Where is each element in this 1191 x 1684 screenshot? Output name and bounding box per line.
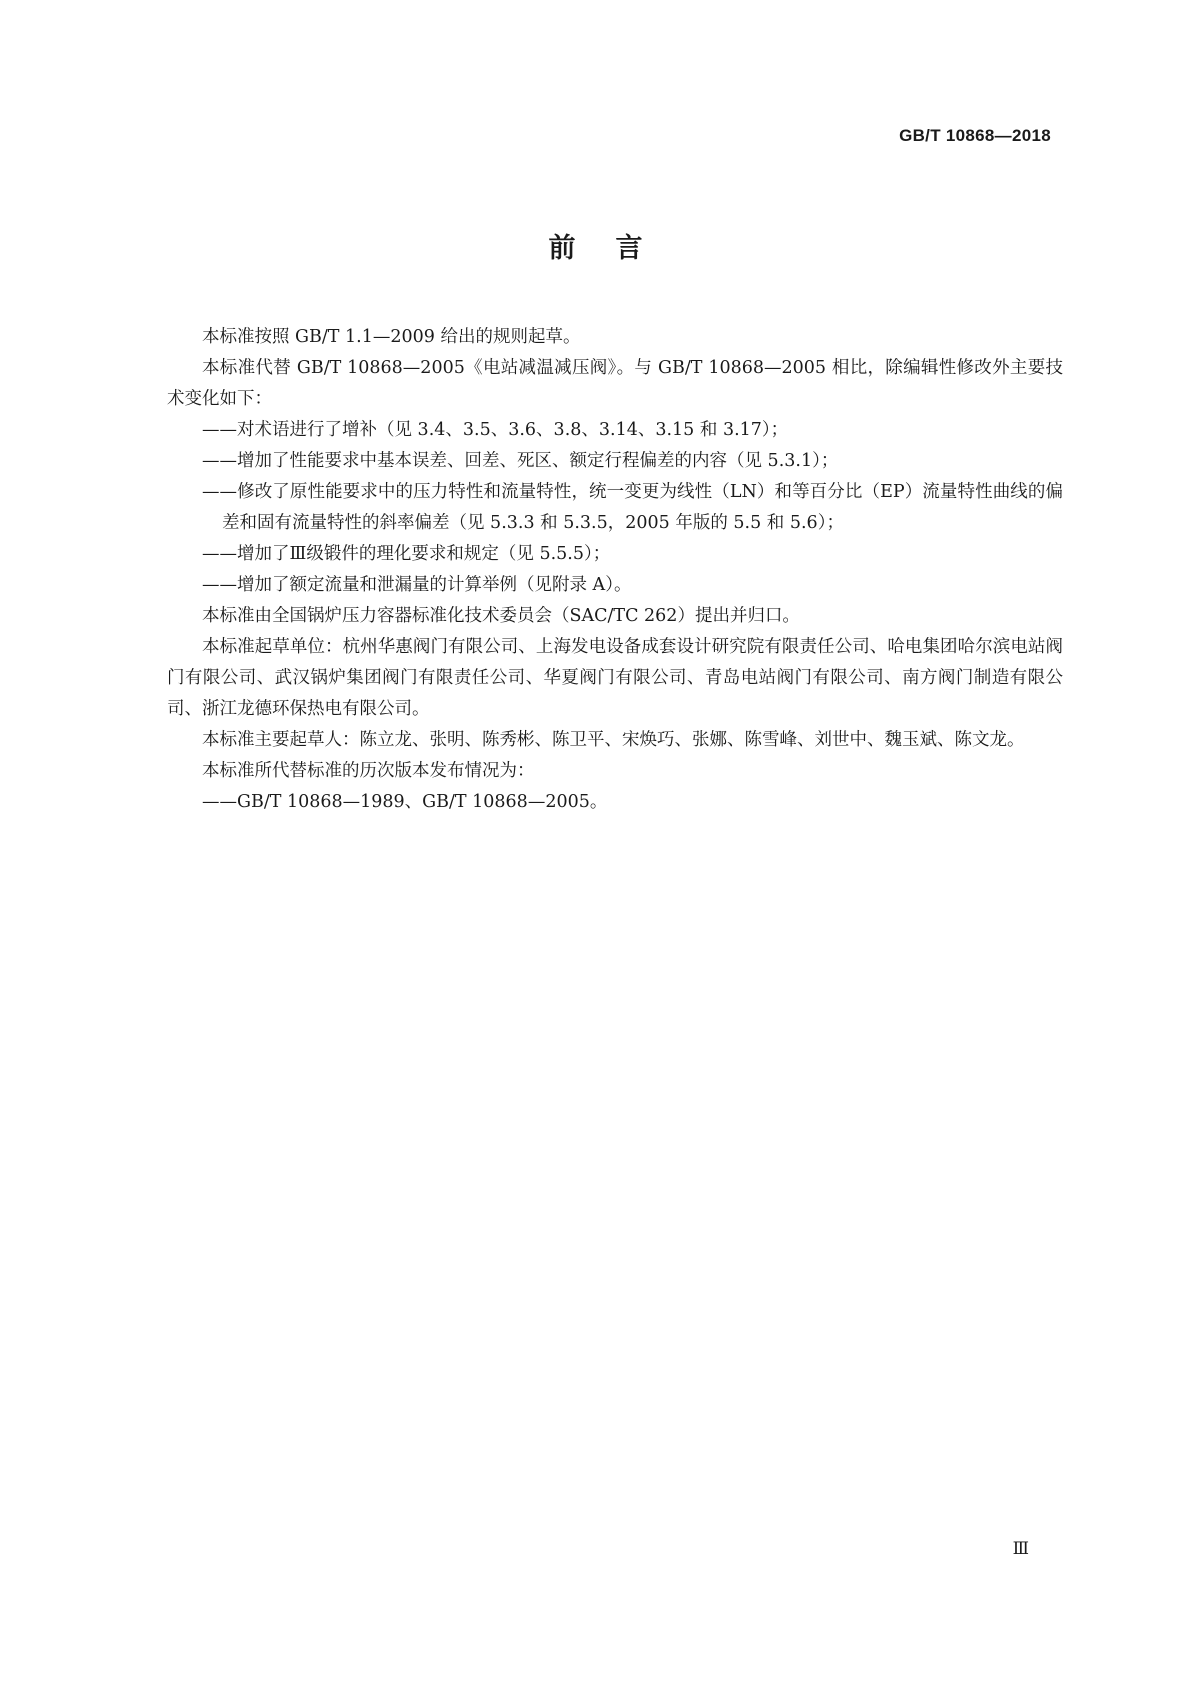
list-item-change: ——修改了原性能要求中的压力特性和流量特性，统一变更为线性（LN）和等百分比（EP）流量特性曲线的偏差和固有流量特性的斜率偏差（见 5.3.3 和 5.3.5，2005 年版的 5.5 和 5.6）； — [202, 482, 1063, 533]
list-item-history: ——GB/T 10868—1989、GB/T 10868—2005。 — [202, 792, 608, 812]
page-number: Ⅲ — [1012, 1539, 1029, 1559]
paragraph-drafters: 本标准主要起草人：陈立龙、张明、陈秀彬、陈卫平、宋焕巧、张娜、陈雪峰、刘世中、魏玉斌、陈文龙。 — [202, 730, 1025, 750]
list-item-change: ——增加了额定流量和泄漏量的计算举例（见附录 A）。 — [202, 575, 632, 595]
paragraph-proposer: 本标准由全国锅炉压力容器标准化技术委员会（SAC/TC 262）提出并归口。 — [202, 606, 800, 626]
paragraph-drafting-rules: 本标准按照 GB/T 1.1—2009 给出的规则起草。 — [202, 327, 581, 347]
paragraph-drafting-units: 本标准起草单位：杭州华惠阀门有限公司、上海发电设备成套设计研究院有限责任公司、哈电集团哈尔滨电站阀门有限公司、武汉锅炉集团阀门有限责任公司、华夏阀门有限公司、青岛电站阀门有限公司、南方阀门制造有限公司、浙江龙德环保热电有限公司。 — [167, 637, 1063, 719]
list-item-change: ——增加了性能要求中基本误差、回差、死区、额定行程偏差的内容（见 5.3.1）； — [202, 451, 839, 471]
list-item-change: ——对术语进行了增补（见 3.4、3.5、3.6、3.8、3.14、3.15 和 3.17）； — [202, 420, 789, 440]
paragraph-history-intro: 本标准所代替标准的历次版本发布情况为： — [202, 761, 535, 781]
paragraph-replacement: 本标准代替 GB/T 10868—2005《电站减温减压阀》。与 GB/T 10868—2005 相比，除编辑性修改外主要技术变化如下： — [167, 358, 1063, 409]
page-title: 前言 — [548, 233, 683, 264]
standard-number: GB/T 10868—2018 — [899, 126, 1051, 145]
list-item-change: ——增加了Ⅲ级锻件的理化要求和规定（见 5.5.5）； — [202, 544, 611, 564]
document-body — [167, 322, 1063, 818]
